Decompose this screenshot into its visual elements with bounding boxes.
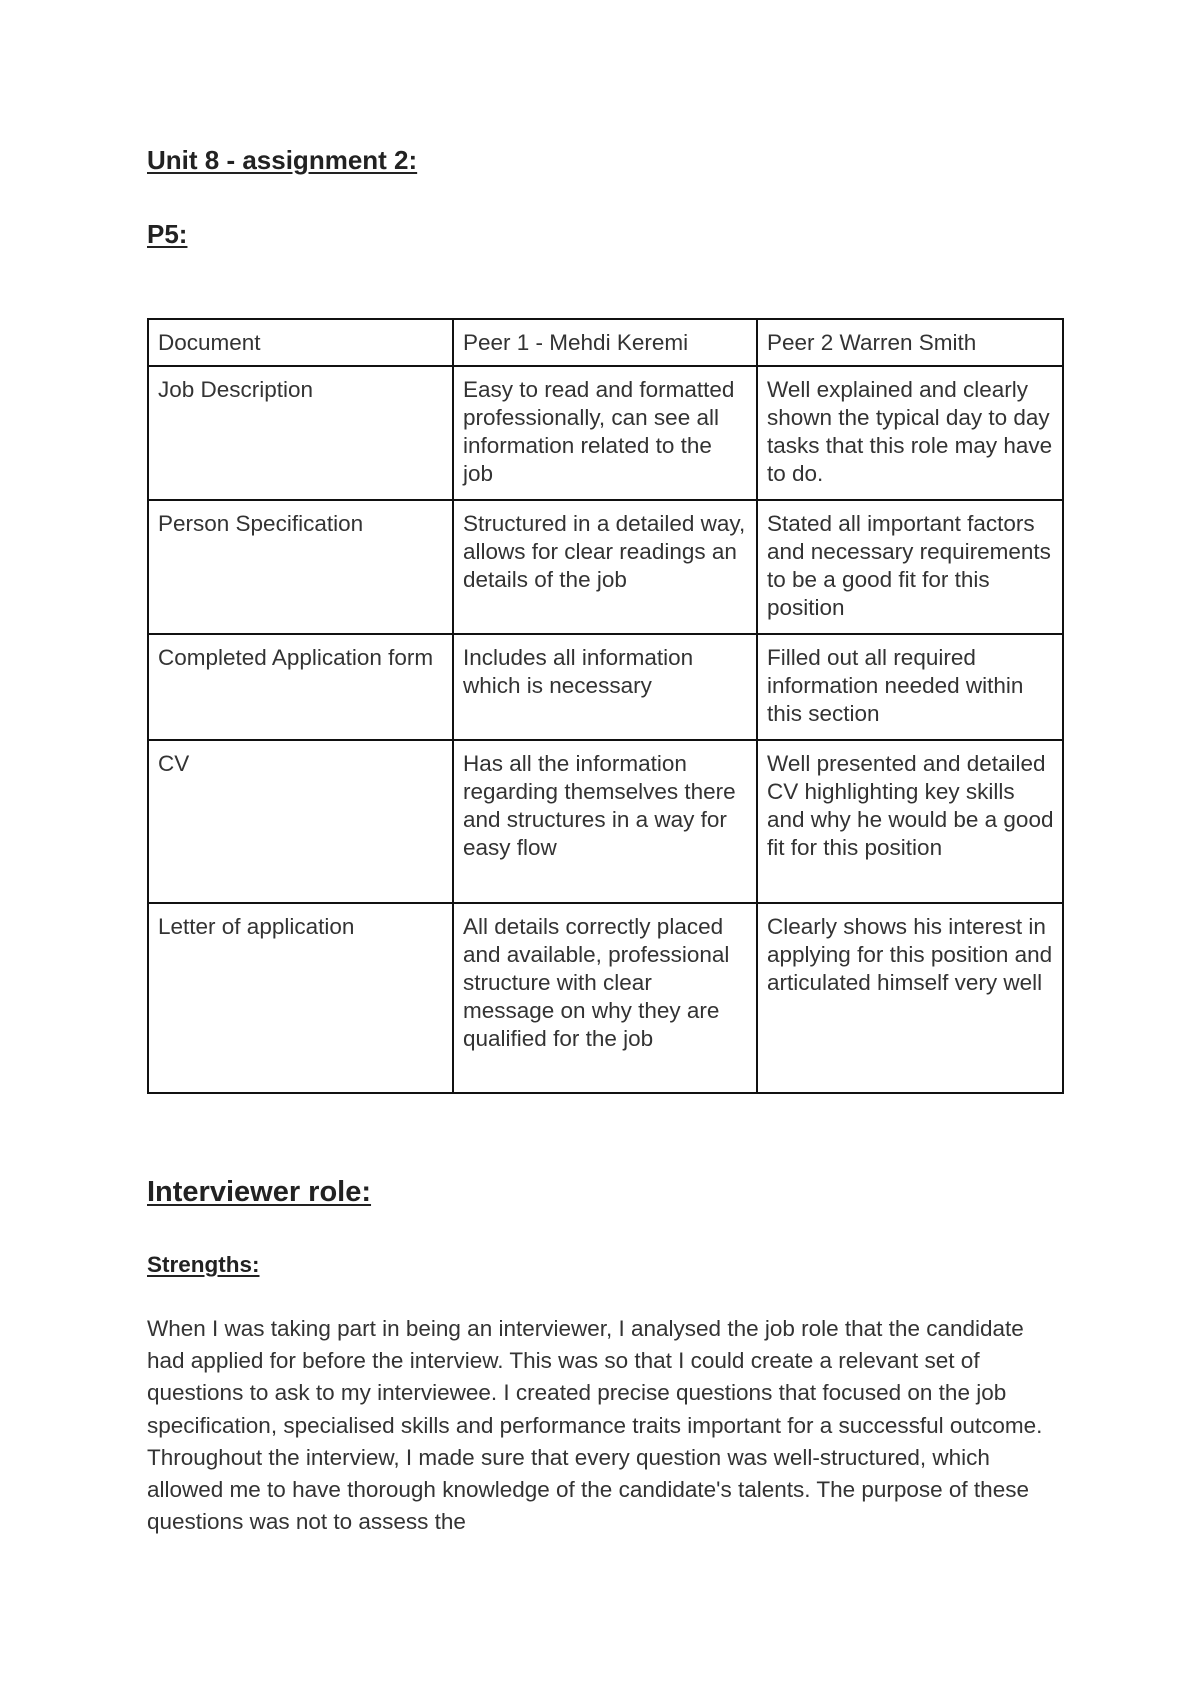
table-row bbox=[148, 634, 1063, 740]
table-cell-document: Completed Application form bbox=[148, 634, 453, 740]
header-cell-peer-2: Peer 2 Warren Smith bbox=[757, 319, 1063, 366]
strengths-paragraph: When I was taking part in being an interviewer, I analysed the job role that the candidate had applied for before the interview. This was so that I could create a relevant set of questions to ask to my interviewee. I created precise questions that focused on the job specification, specialised skills and performance traits important for a successful outcome. Throughout the interview, I made sure that every question was well-structured, which allowed me to have thorough knowledge of the candidate's talents. The purpose of these questions was not to assess the bbox=[147, 1316, 1043, 1535]
table-cell-document: CV bbox=[148, 740, 453, 903]
table-header-row bbox=[148, 319, 1063, 366]
table-cell-peer-2: Filled out all required information needed within this section bbox=[757, 634, 1063, 740]
table-row bbox=[148, 740, 1063, 903]
table-cell-peer-1: Includes all information which is necessary bbox=[453, 634, 757, 740]
section-label-p5: P5: bbox=[147, 219, 188, 249]
interviewer-role-heading: Interviewer role: bbox=[147, 1176, 372, 1208]
table-cell-peer-2: Clearly shows his interest in applying for this position and articulated himself very well bbox=[757, 903, 1063, 1093]
strengths-heading: Strengths: bbox=[147, 1252, 260, 1277]
table-cell-peer-1: Easy to read and formatted professionally, can see all information related to the job bbox=[453, 366, 757, 500]
table-cell-document: Job Description bbox=[148, 366, 453, 500]
peer-review-table bbox=[147, 318, 1064, 1094]
table-row bbox=[148, 903, 1063, 1093]
table-cell-peer-2: Stated all important factors and necessary requirements to be a good fit for this position bbox=[757, 500, 1063, 634]
document-title: Unit 8 - assignment 2: bbox=[147, 145, 418, 175]
header-cell-document: Document bbox=[148, 319, 453, 366]
table-cell-peer-1: All details correctly placed and available, professional structure with clear message on why they are qualified for the job bbox=[453, 903, 757, 1093]
table-cell-peer-1: Structured in a detailed way, allows for clear readings an details of the job bbox=[453, 500, 757, 634]
table-row bbox=[148, 366, 1063, 500]
table-row bbox=[148, 500, 1063, 634]
table-cell-peer-2: Well presented and detailed CV highlighting key skills and why he would be a good fit for this position bbox=[757, 740, 1063, 903]
table-cell-document: Letter of application bbox=[148, 903, 453, 1093]
header-cell-peer-1: Peer 1 - Mehdi Keremi bbox=[453, 319, 757, 366]
table-cell-peer-2: Well explained and clearly shown the typical day to day tasks that this role may have to do. bbox=[757, 366, 1063, 500]
table-cell-peer-1: Has all the information regarding themselves there and structures in a way for easy flow bbox=[453, 740, 757, 903]
table-cell-document: Person Specification bbox=[148, 500, 453, 634]
